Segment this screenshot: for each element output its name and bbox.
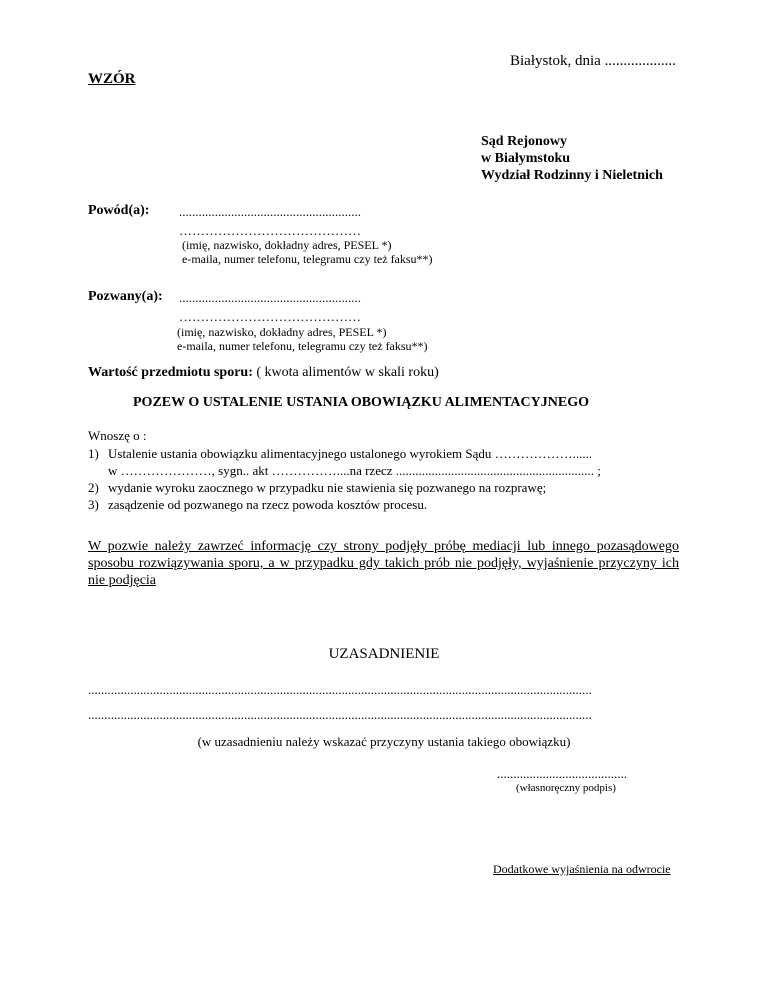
list-item	[88, 479, 601, 496]
plaintiff-hint-1: (imię, nazwisko, dokładny adres, PESEL *)	[182, 238, 392, 252]
plaintiff-dots-1: ........................................................	[179, 204, 361, 219]
value-of-dispute	[88, 365, 439, 381]
court-address	[481, 133, 663, 184]
value-of-dispute-hint: ( kwota alimentów w skali roku)	[252, 365, 439, 380]
list-item	[88, 496, 601, 513]
template-label: WZÓR	[88, 71, 136, 87]
list-item-text: zasądzenie od pozwanego na rzecz powoda kosztów procesu.	[108, 497, 428, 512]
list-item-text: Ustalenie ustania obowiązku alimentacyjnego ustalonego wyrokiem Sądu ………………......	[108, 446, 593, 461]
footer-note: Dodatkowe wyjaśnienia na odwrocie	[493, 862, 671, 876]
mediation-notice: W pozwie należy zawrzeć informację czy strony podjęły próbę mediacji lub innego pozasądowego sposobu rozwiązywania sporu, a w przypadku gdy takich prób nie podjęły, wyjaśnienie przyczyny ich nie podjęcia	[88, 539, 679, 588]
list-item-number: 1)	[88, 446, 99, 461]
list-item-text: w …………………, sygn.. akt ……………....na rzecz ............................................................. ;	[108, 463, 601, 478]
list-item	[88, 462, 601, 479]
justification-heading: UZASADNIENIE	[328, 646, 440, 662]
justification-line-1: ...........................................................................................................................................................	[88, 682, 592, 697]
list-item	[88, 445, 601, 462]
justification-line-2: ...........................................................................................................................................................	[88, 707, 592, 722]
signature-label: (własnoręczny podpis)	[516, 782, 616, 794]
place-date: Białystok, dnia ...................	[510, 53, 676, 69]
defendant-hint-1: (imię, nazwisko, dokładny adres, PESEL *)	[177, 325, 387, 339]
defendant-dots-2: ……………………………………	[179, 309, 361, 324]
justification-hint: (w uzasadnieniu należy wskazać przyczyny ustania takiego obowiązku)	[197, 734, 571, 749]
defendant-dots-1: ........................................................	[179, 290, 361, 305]
list-item-number: 3)	[88, 497, 99, 512]
requests-intro: Wnoszę o :	[88, 428, 147, 443]
justification-hint-wrap	[0, 734, 768, 750]
defendant-label: Pozwany(a):	[88, 289, 163, 304]
defendant-hint-2: e-maila, numer telefonu, telegramu czy też faksu**)	[177, 339, 428, 353]
court-city: w Białymstoku	[481, 151, 571, 166]
document-title: POZEW O USTALENIE USTANIA OBOWIĄZKU ALIMENTACYJNEGO	[133, 395, 589, 410]
requests-list	[88, 445, 601, 513]
list-item-text: wydanie wyroku zaocznego w przypadku nie stawienia się pozwanego na rozprawę;	[108, 480, 547, 495]
list-item-number: 2)	[88, 480, 99, 495]
court-department: Wydział Rodzinny i Nieletnich	[481, 168, 663, 183]
plaintiff-label: Powód(a):	[88, 203, 150, 218]
list-item-number	[88, 462, 108, 479]
value-of-dispute-label: Wartość przedmiotu sporu:	[88, 365, 253, 380]
signature-dots: ........................................	[497, 766, 627, 781]
plaintiff-hint-2: e-maila, numer telefonu, telegramu czy też faksu**)	[182, 252, 433, 266]
plaintiff-dots-2: ……………………………………	[179, 223, 361, 238]
court-name: Sąd Rejonowy	[481, 134, 567, 149]
